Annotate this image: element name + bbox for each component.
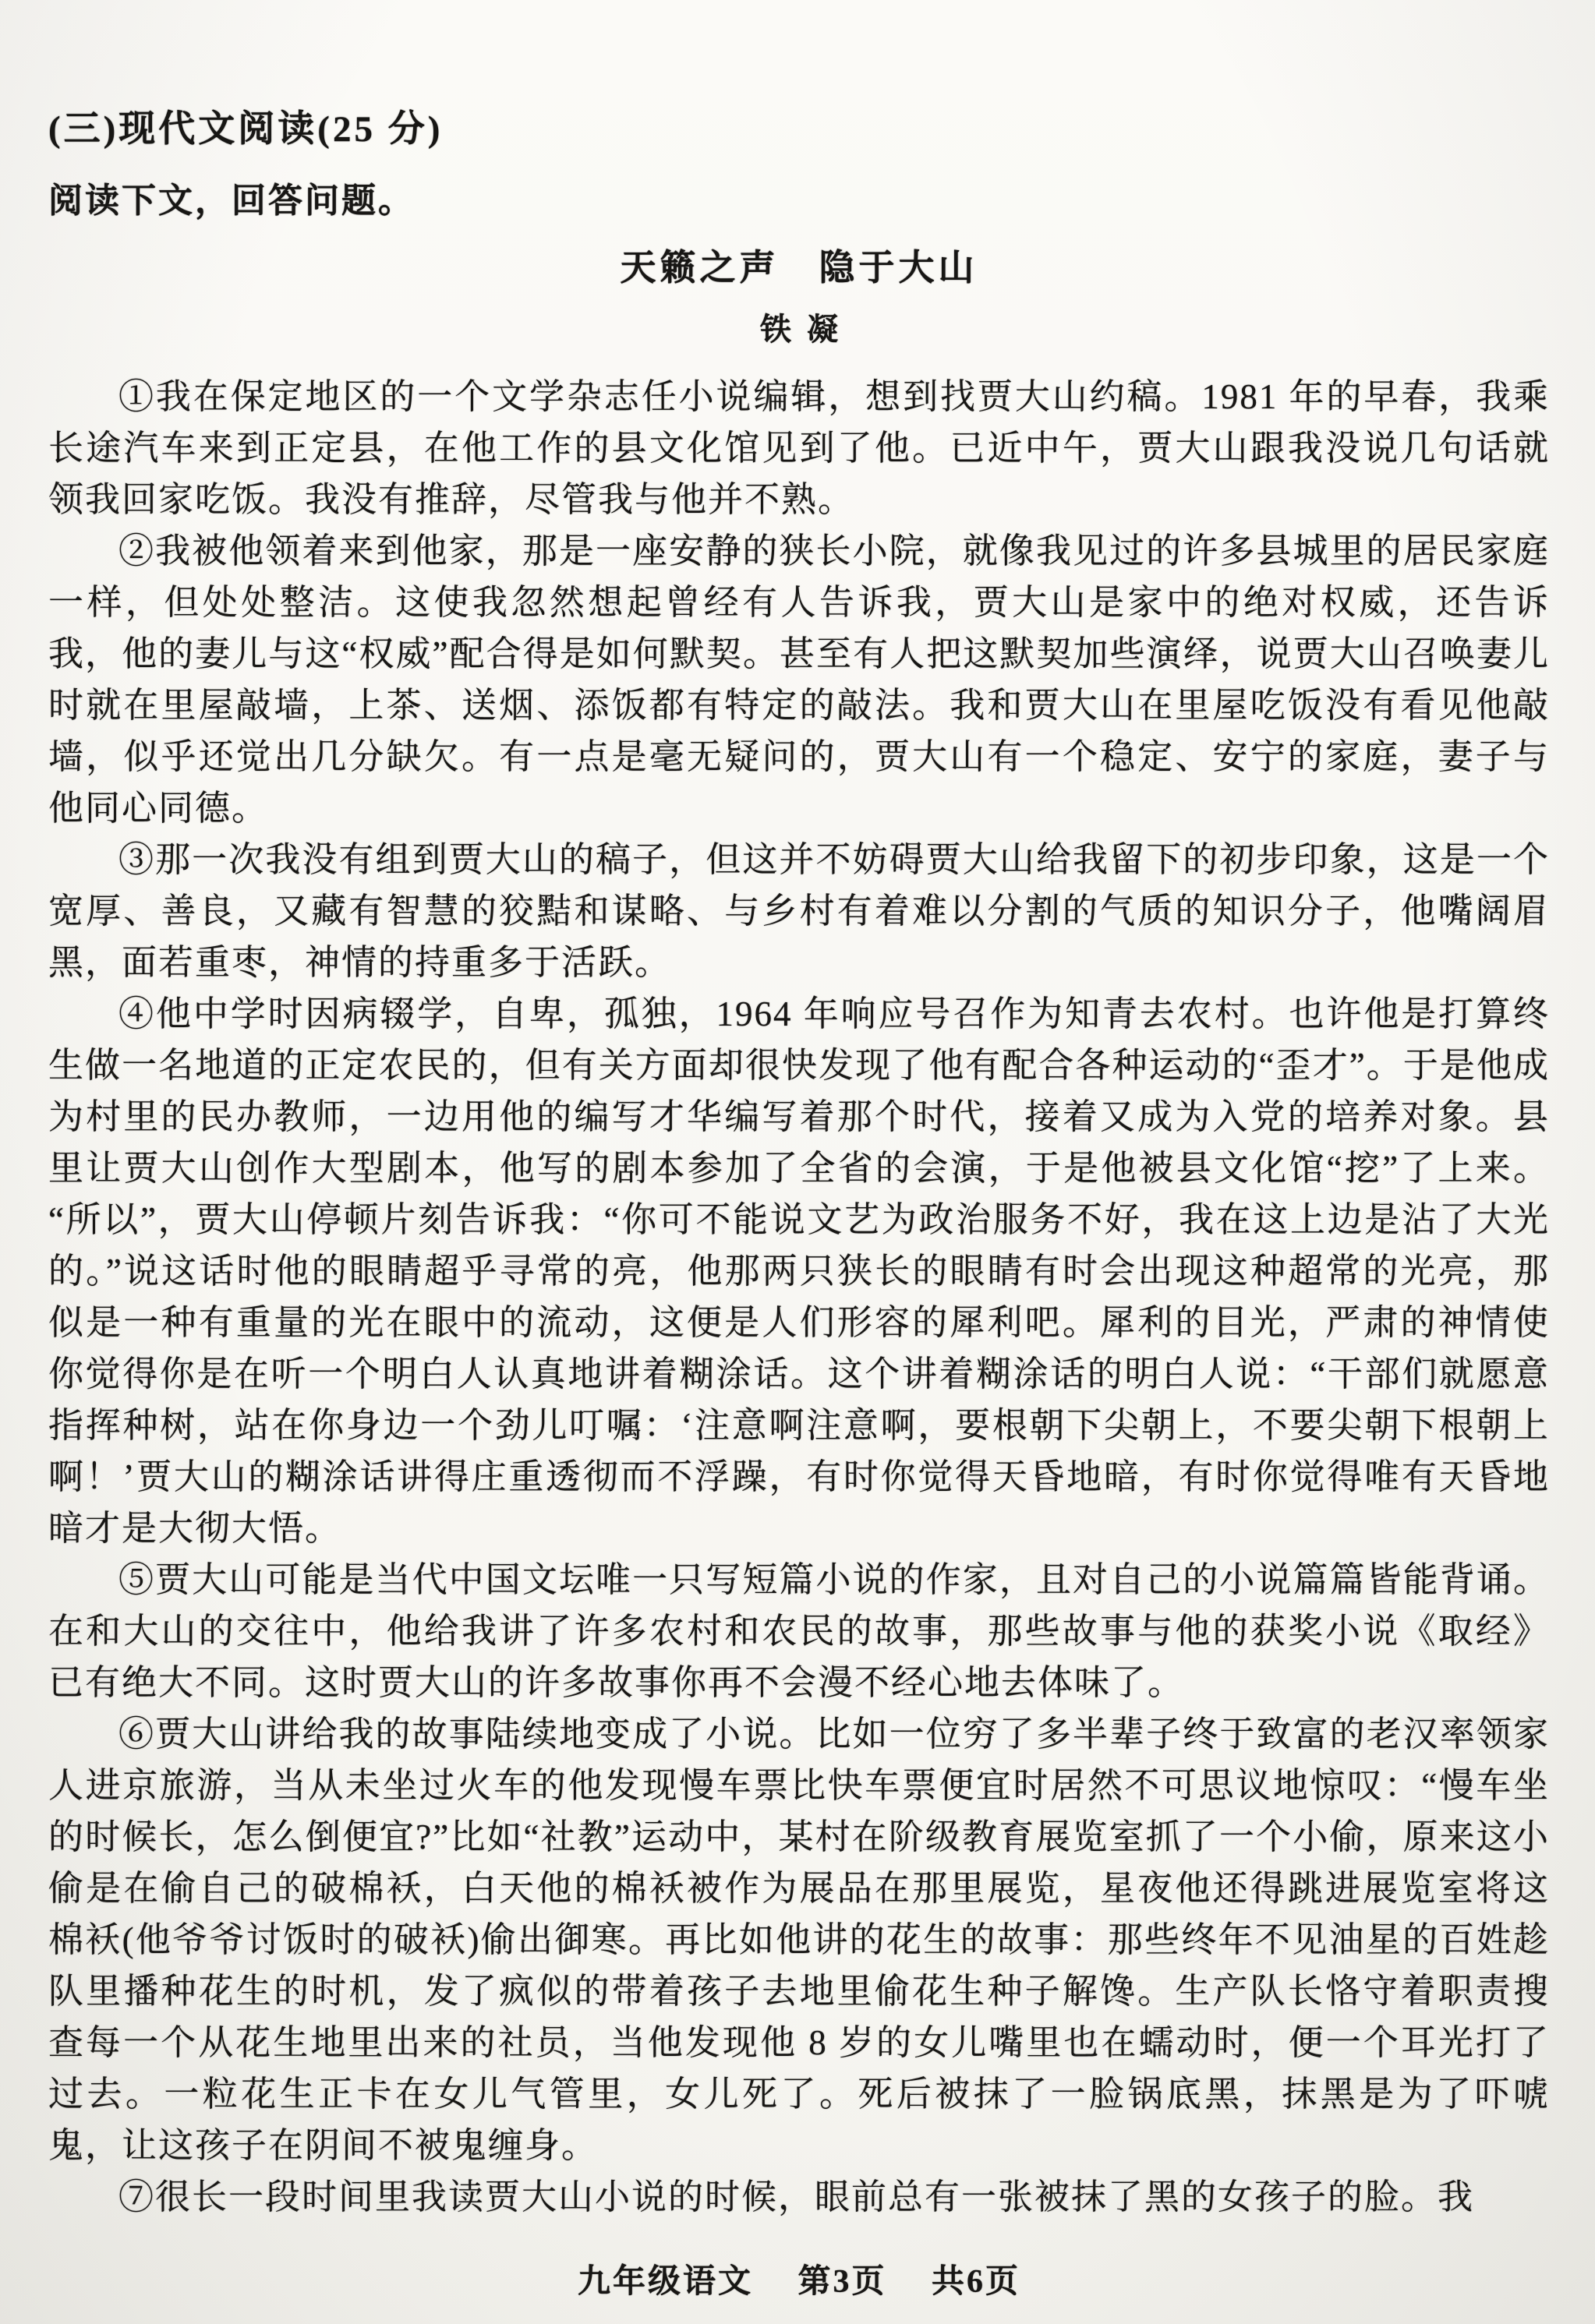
footer-page-number: 第3页 [798, 2264, 887, 2300]
article-author: 铁凝 [760, 312, 854, 347]
section-heading: (三)现代文阅读(25 分) [48, 109, 444, 150]
footer-total-pages: 共6页 [932, 2264, 1021, 2300]
footer-course: 九年级语文 [577, 2264, 753, 2300]
article-body [48, 371, 1550, 2223]
article-paragraph-3: ③那一次我没有组到贾大山的稿子，但这并不妨碍贾大山给我留下的初步印象，这是一个宽厚、善良，又藏有智慧的狡黠和谋略、与乡村有着难以分割的气质的知识分子，他嘴阔眉黑，面若重枣，神情的持重多于活跃。 [48, 840, 1550, 982]
article-paragraph-1: ①我在保定地区的一个文学杂志任小说编辑，想到找贾大山约稿。1981 年的早春，我乘长途汽车来到正定县，在他工作的县文化馆见到了他。已近中午，贾大山跟我没说几句话就领我回家吃饭。我没有推辞，尽管我与他并不熟。 [48, 377, 1550, 519]
page-footer [48, 2255, 1550, 2302]
article-paragraph-4: ④他中学时因病辍学，自卑，孤独，1964 年响应号召作为知青去农村。也许他是打算终生做一名地道的正定农民的，但有关方面却很快发现了他有配合各种运动的“歪才”。于是他成为村里的民办教师，一边用他的编写才华编写着那个时代，接着又成为入党的培养对象。县里让贾大山创作大型剧本，他写的剧本参加了全省的会演，于是他被县文化馆“挖”了上来。“所以”，贾大山停顿片刻告诉我：“你可不能说文艺为政治服务不好，我在这上边是沾了大光的。”说这话时他的眼睛超乎寻常的亮，他那两只狭长的眼睛有时会出现这种超常的光亮，那似是一种有重量的光在眼中的流动，这便是人们形容的犀利吧。犀利的目光，严肃的神情使你觉得你是在听一个明白人认真地讲着糊涂话。这个讲着糊涂话的明白人说：“干部们就愿意指挥种树，站在你身边一个劲儿叮嘱：‘注意啊注意啊，要根朝下尖朝上，不要尖朝下根朝上啊！’贾大山的糊涂话讲得庄重透彻而不浮躁，有时你觉得天昏地暗，有时你觉得唯有天昏地暗才是大彻大悟。 [48, 994, 1550, 1548]
reading-instruction: 阅读下文，回答问题。 [48, 182, 415, 220]
article-title: 天籁之声 隐于大山 [620, 248, 978, 288]
article-paragraph-7: ⑦很长一段时间里我读贾大山小说的时候，眼前总有一张被抹了黑的女孩子的脸。我 [118, 2177, 1475, 2216]
article-paragraph-2: ②我被他领着来到他家，那是一座安静的狭长小院，就像我见过的许多县城里的居民家庭一样，但处处整洁。这使我忽然想起曾经有人告诉我，贾大山是家中的绝对权威，还告诉我，他的妻儿与这“权威”配合得是如何默契。甚至有人把这默契加些演绎，说贾大山召唤妻儿时就在里屋敲墙，上茶、送烟、添饭都有特定的敲法。我和贾大山在里屋吃饭没有看见他敲墙，似乎还觉出几分缺欠。有一点是毫无疑问的，贾大山有一个稳定、安宁的家庭，妻子与他同心同德。 [48, 532, 1550, 828]
article-paragraph-6: ⑥贾大山讲给我的故事陆续地变成了小说。比如一位穷了多半辈子终于致富的老汉率领家人进京旅游，当从未坐过火车的他发现慢车票比快车票便宜时居然不可思议地惊叹：“慢车坐的时候长，怎么倒便宜?”比如“社教”运动中，某村在阶级教育展览室抓了一个小偷，原来这小偷是在偷自己的破棉袄，白天他的棉袄被作为展品在那里展览，星夜他还得跳进展览室将这棉袄(他爷爷讨饭时的破袄)偷出御寒。再比如他讲的花生的故事：那些终年不见油星的百姓趁队里播种花生的时机，发了疯似的带着孩子去地里偷花生种子解馋。生产队长恪守着职责搜查每一个从花生地里出来的社员，当他发现他 8 岁的女儿嘴里也在蠕动时，便一个耳光打了过去。一粒花生正卡在女儿气管里，女儿死了。死后被抹了一脸锅底黑，抹黑是为了吓唬鬼，让这孩子在阴间不被鬼缠身。 [48, 1715, 1550, 2165]
article-paragraph-5: ⑤贾大山可能是当代中国文坛唯一只写短篇小说的作家，且对自己的小说篇篇皆能背诵。在和大山的交往中，他给我讲了许多农村和农民的故事，那些故事与他的获奖小说《取经》已有绝大不同。这时贾大山的许多故事你再不会漫不经心地去体味了。 [48, 1560, 1550, 1702]
